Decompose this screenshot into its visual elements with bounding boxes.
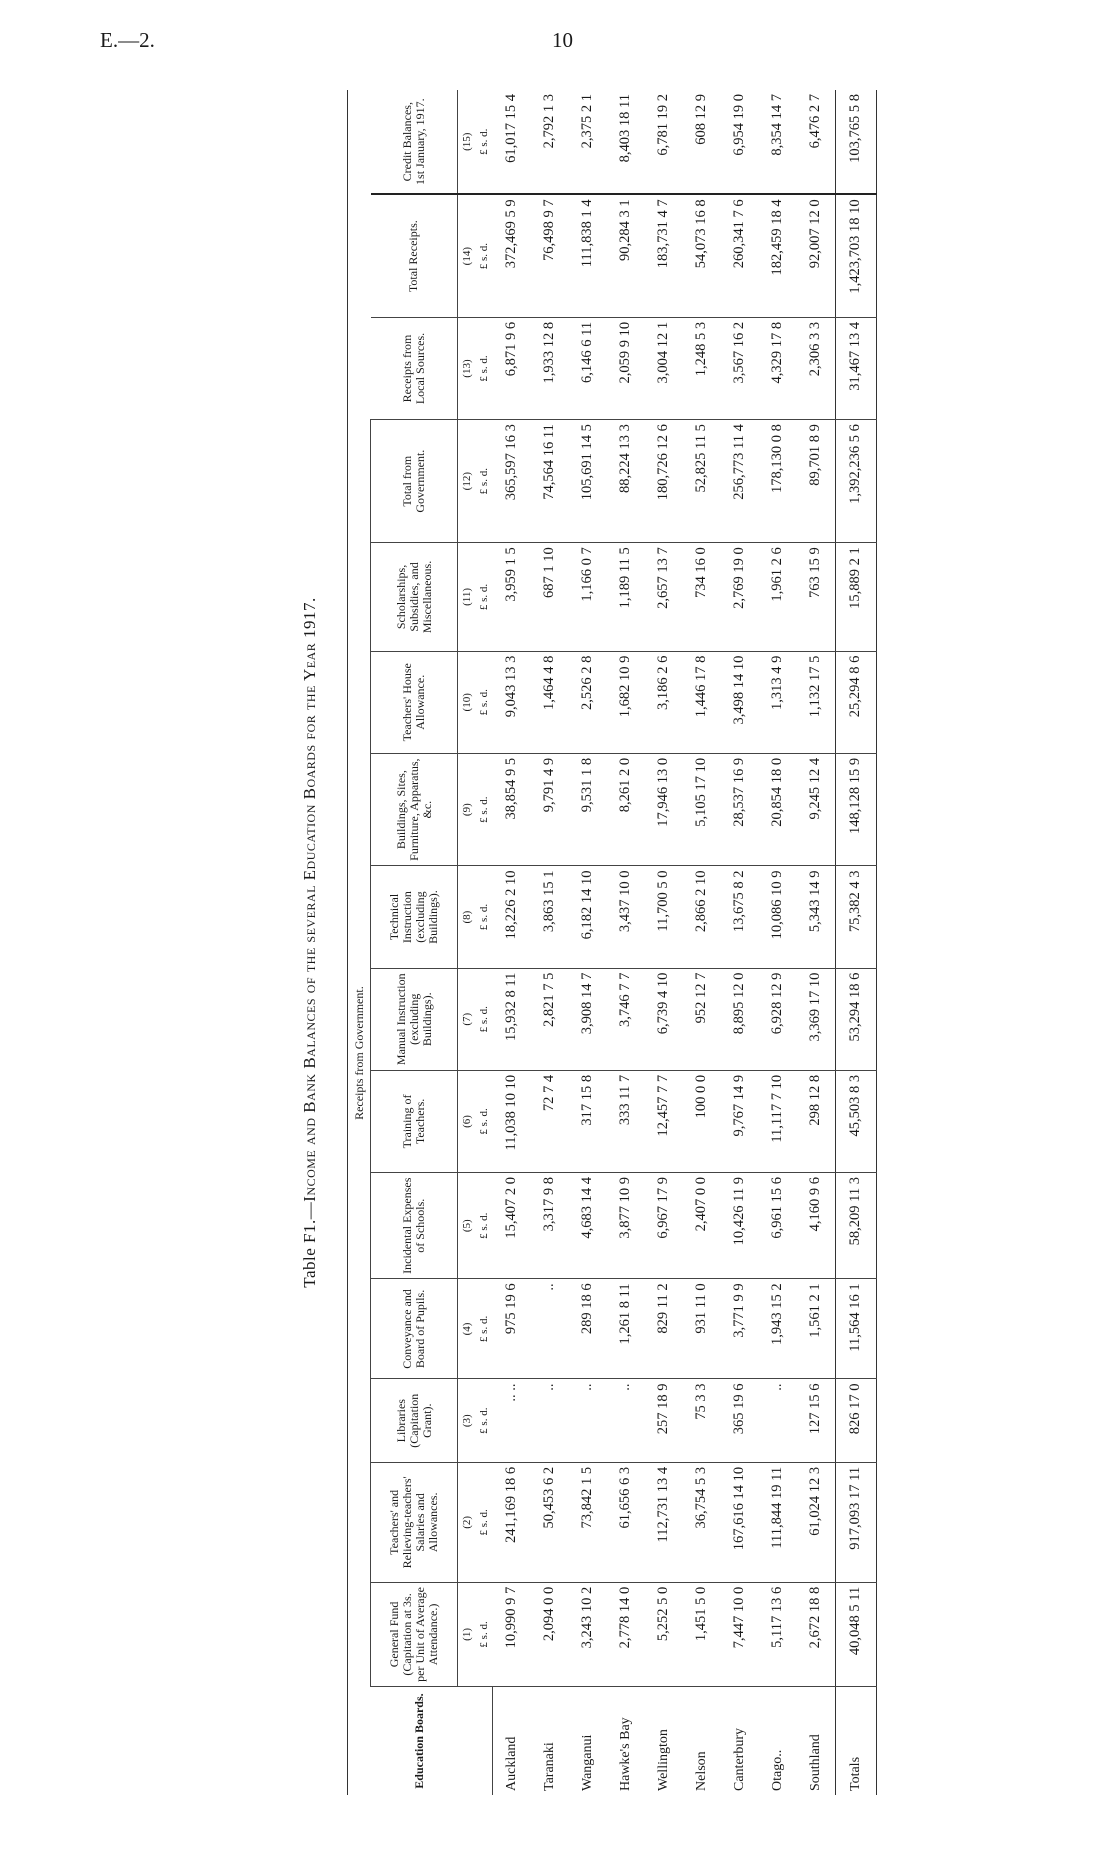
amount-cell: 829 11 2 bbox=[645, 1279, 683, 1379]
income-balances-table bbox=[347, 90, 877, 1795]
column-header-row bbox=[371, 90, 458, 1795]
amount-cell: 3,863 15 1 bbox=[531, 866, 569, 968]
amount-cell: 92,007 12 0 bbox=[797, 194, 836, 317]
amount-cell: 103,765 5 8 bbox=[835, 90, 876, 194]
amount-cell: 75 3 3 bbox=[683, 1379, 721, 1462]
amount-cell: 148,128 15 9 bbox=[835, 753, 876, 866]
amount-cell: 5,343 14 9 bbox=[797, 866, 836, 968]
amount-cell: 2,094 0 0 bbox=[531, 1582, 569, 1686]
table-row bbox=[797, 90, 836, 1795]
amount-cell: 61,024 12 3 bbox=[797, 1462, 836, 1582]
amount-cell: 1,189 11 5 bbox=[607, 543, 645, 651]
unit-label: £ s. d. bbox=[476, 1070, 492, 1172]
amount-cell: 9,791 4 9 bbox=[531, 753, 569, 866]
amount-cell: 74,564 16 11 bbox=[531, 420, 569, 543]
amount-cell: 734 16 0 bbox=[683, 543, 721, 651]
amount-cell: 73,842 1 5 bbox=[569, 1462, 607, 1582]
column-number-11: (11) bbox=[458, 543, 477, 651]
amount-cell: 9,245 12 4 bbox=[797, 753, 836, 866]
amount-cell: 100 0 0 bbox=[683, 1070, 721, 1172]
amount-cell: 182,459 18 4 bbox=[759, 194, 797, 317]
amount-cell: 5,105 17 10 bbox=[683, 753, 721, 866]
amount-cell: 3,567 16 2 bbox=[721, 317, 759, 419]
totals-label: Totals bbox=[835, 1687, 876, 1795]
amount-cell: 6,146 6 11 bbox=[569, 317, 607, 419]
amount-cell: 826 17 0 bbox=[835, 1379, 876, 1462]
column-header-1: General Fund (Capitation at 3s. per Unit of Average Attendance.) bbox=[371, 1582, 458, 1686]
table-row bbox=[531, 90, 569, 1795]
column-number-10: (10) bbox=[458, 651, 477, 753]
amount-cell: 9,043 13 3 bbox=[492, 651, 531, 753]
amount-cell: 3,317 9 8 bbox=[531, 1173, 569, 1279]
amount-cell: 61,017 15 4 bbox=[492, 90, 531, 194]
amount-cell: 6,476 2 7 bbox=[797, 90, 836, 194]
amount-cell: 54,073 16 8 bbox=[683, 194, 721, 317]
amount-cell: 1,451 5 0 bbox=[683, 1582, 721, 1686]
amount-cell: 8,403 18 11 bbox=[607, 90, 645, 194]
amount-cell: 1,933 12 8 bbox=[531, 317, 569, 419]
column-header-5: Incidental Expenses of Schools. bbox=[371, 1173, 458, 1279]
amount-cell: 28,537 16 9 bbox=[721, 753, 759, 866]
column-number-row bbox=[458, 90, 477, 1795]
amount-cell: 31,467 13 4 bbox=[835, 317, 876, 419]
column-header-14: Total Receipts. bbox=[371, 194, 458, 317]
board-name: Southland bbox=[807, 1734, 823, 1791]
amount-cell: 952 12 7 bbox=[683, 968, 721, 1070]
amount-cell: 6,967 17 9 bbox=[645, 1173, 683, 1279]
amount-cell: 5,117 13 6 bbox=[759, 1582, 797, 1686]
table-title-main: Income and Bank Balances of the several Education Boards for the Year 1917. bbox=[300, 597, 319, 1202]
amount-cell: 17,946 13 0 bbox=[645, 753, 683, 866]
table-title-prefix: Table F1.— bbox=[300, 1201, 319, 1288]
column-header-10: Teachers' House Allowance. bbox=[371, 651, 458, 753]
unit-label: £ s. d. bbox=[476, 317, 492, 419]
table-row bbox=[683, 90, 721, 1795]
amount-cell: 53,294 18 6 bbox=[835, 968, 876, 1070]
table-row bbox=[721, 90, 759, 1795]
amount-cell: 365,597 16 3 bbox=[492, 420, 531, 543]
amount-cell: .. bbox=[531, 1279, 569, 1379]
rotated-table-block bbox=[300, 90, 863, 1795]
amount-cell: 3,746 7 7 bbox=[607, 968, 645, 1070]
amount-cell: 7,447 10 0 bbox=[721, 1582, 759, 1686]
amount-cell: 36,754 5 3 bbox=[683, 1462, 721, 1582]
board-name: Taranaki bbox=[541, 1742, 557, 1791]
amount-cell: 2,526 2 8 bbox=[569, 651, 607, 753]
board-name: Wellington bbox=[655, 1729, 671, 1791]
amount-cell: 50,453 6 2 bbox=[531, 1462, 569, 1582]
board-name: Auckland bbox=[503, 1736, 519, 1791]
amount-cell: 6,954 19 0 bbox=[721, 90, 759, 194]
amount-cell: 111,844 19 11 bbox=[759, 1462, 797, 1582]
amount-cell: 89,701 8 9 bbox=[797, 420, 836, 543]
amount-cell: 4,329 17 8 bbox=[759, 317, 797, 419]
board-name: Hawke's Bay bbox=[617, 1717, 633, 1791]
unit-label: £ s. d. bbox=[476, 1379, 492, 1462]
amount-cell: 90,284 3 1 bbox=[607, 194, 645, 317]
column-header-13: Receipts from Local Sources. bbox=[371, 317, 458, 419]
amount-cell: 1,261 8 11 bbox=[607, 1279, 645, 1379]
column-number-8: (8) bbox=[458, 866, 477, 968]
unit-row bbox=[476, 90, 492, 1795]
amount-cell: 2,866 2 10 bbox=[683, 866, 721, 968]
amount-cell: 1,392,236 5 6 bbox=[835, 420, 876, 543]
unit-label: £ s. d. bbox=[476, 1173, 492, 1279]
amount-cell: 608 12 9 bbox=[683, 90, 721, 194]
table-row bbox=[607, 90, 645, 1795]
amount-cell: 2,778 14 0 bbox=[607, 1582, 645, 1686]
amount-cell: 178,130 0 8 bbox=[759, 420, 797, 543]
amount-cell: 52,825 11 5 bbox=[683, 420, 721, 543]
unit-label: £ s. d. bbox=[476, 420, 492, 543]
amount-cell: 183,731 4 7 bbox=[645, 194, 683, 317]
amount-cell: 9,531 1 8 bbox=[569, 753, 607, 866]
amount-cell: 4,160 9 6 bbox=[797, 1173, 836, 1279]
page-number: 10 bbox=[552, 28, 573, 52]
amount-cell: 975 19 6 bbox=[492, 1279, 531, 1379]
table-title bbox=[300, 90, 320, 1795]
amount-cell: 18,226 2 10 bbox=[492, 866, 531, 968]
amount-cell: 5,252 5 0 bbox=[645, 1582, 683, 1686]
column-header-6: Training of Teachers. bbox=[371, 1070, 458, 1172]
amount-cell: 15,932 8 11 bbox=[492, 968, 531, 1070]
amount-cell: 1,423,703 18 10 bbox=[835, 194, 876, 317]
unit-label: £ s. d. bbox=[476, 753, 492, 866]
unit-label: £ s. d. bbox=[476, 866, 492, 968]
amount-cell: 12,457 7 7 bbox=[645, 1070, 683, 1172]
amount-cell: 111,838 1 4 bbox=[569, 194, 607, 317]
table-row bbox=[569, 90, 607, 1795]
amount-cell: 3,908 14 7 bbox=[569, 968, 607, 1070]
amount-cell: 9,767 14 9 bbox=[721, 1070, 759, 1172]
document-code: E.—2. bbox=[100, 28, 155, 52]
table-row bbox=[645, 90, 683, 1795]
column-header-15: Credit Balances, 1st January, 1917. bbox=[371, 90, 458, 194]
column-number-14: (14) bbox=[458, 194, 477, 317]
column-header-4: Conveyance and Board of Pupils. bbox=[371, 1279, 458, 1379]
amount-cell: 917,093 17 11 bbox=[835, 1462, 876, 1582]
amount-cell: 763 15 9 bbox=[797, 543, 836, 651]
amount-cell: 2,306 3 3 bbox=[797, 317, 836, 419]
amount-cell: 260,341 7 6 bbox=[721, 194, 759, 317]
amount-cell: 6,739 4 10 bbox=[645, 968, 683, 1070]
amount-cell: .. .. bbox=[492, 1379, 531, 1462]
amount-cell: 75,382 4 3 bbox=[835, 866, 876, 968]
amount-cell: 2,375 2 1 bbox=[569, 90, 607, 194]
amount-cell: 1,248 5 3 bbox=[683, 317, 721, 419]
amount-cell: 61,656 6 3 bbox=[607, 1462, 645, 1582]
amount-cell: 25,294 8 6 bbox=[835, 651, 876, 753]
amount-cell: 3,369 17 10 bbox=[797, 968, 836, 1070]
amount-cell: 6,871 9 6 bbox=[492, 317, 531, 419]
government-receipts-group-header: Receipts from Government. bbox=[348, 420, 371, 1687]
amount-cell: 72 7 4 bbox=[531, 1070, 569, 1172]
unit-label: £ s. d. bbox=[476, 968, 492, 1070]
table-row bbox=[492, 90, 531, 1795]
board-name: Wanganui bbox=[579, 1734, 595, 1791]
unit-label: £ s. d. bbox=[476, 1582, 492, 1686]
amount-cell: 11,564 16 1 bbox=[835, 1279, 876, 1379]
amount-cell: 3,877 10 9 bbox=[607, 1173, 645, 1279]
totals-row bbox=[835, 90, 876, 1795]
column-header-3: Libraries (Capitation Grant). bbox=[371, 1379, 458, 1462]
amount-cell: 931 11 0 bbox=[683, 1279, 721, 1379]
amount-cell: 1,561 2 1 bbox=[797, 1279, 836, 1379]
amount-cell: 3,186 2 6 bbox=[645, 651, 683, 753]
amount-cell: 11,700 5 0 bbox=[645, 866, 683, 968]
board-column-header: Education Boards. bbox=[348, 1687, 493, 1795]
amount-cell: 687 1 10 bbox=[531, 543, 569, 651]
amount-cell: 4,683 14 4 bbox=[569, 1173, 607, 1279]
unit-label: £ s. d. bbox=[476, 651, 492, 753]
amount-cell: 8,354 14 7 bbox=[759, 90, 797, 194]
table-row bbox=[759, 90, 797, 1795]
amount-cell: 13,675 8 2 bbox=[721, 866, 759, 968]
board-name: Canterbury bbox=[731, 1728, 747, 1791]
amount-cell: 317 15 8 bbox=[569, 1070, 607, 1172]
column-header-7: Manual Instruction (excluding Buildings). bbox=[371, 968, 458, 1070]
amount-cell: 2,672 18 8 bbox=[797, 1582, 836, 1686]
amount-cell: 2,407 0 0 bbox=[683, 1173, 721, 1279]
amount-cell: 333 11 7 bbox=[607, 1070, 645, 1172]
amount-cell: 1,961 2 6 bbox=[759, 543, 797, 651]
amount-cell: 2,769 19 0 bbox=[721, 543, 759, 651]
amount-cell: 15,889 2 1 bbox=[835, 543, 876, 651]
amount-cell: 3,498 14 10 bbox=[721, 651, 759, 753]
column-number-7: (7) bbox=[458, 968, 477, 1070]
column-number-9: (9) bbox=[458, 753, 477, 866]
board-name: Nelson bbox=[693, 1751, 709, 1791]
amount-cell: .. bbox=[607, 1379, 645, 1462]
amount-cell: 6,961 15 6 bbox=[759, 1173, 797, 1279]
amount-cell: 76,498 9 7 bbox=[531, 194, 569, 317]
column-number-15: (15) bbox=[458, 90, 477, 194]
amount-cell: 298 12 8 bbox=[797, 1070, 836, 1172]
amount-cell: 1,446 17 8 bbox=[683, 651, 721, 753]
amount-cell: 10,990 9 7 bbox=[492, 1582, 531, 1686]
amount-cell: 365 19 6 bbox=[721, 1379, 759, 1462]
amount-cell: 8,895 12 0 bbox=[721, 968, 759, 1070]
amount-cell: 1,132 17 5 bbox=[797, 651, 836, 753]
amount-cell: .. bbox=[569, 1379, 607, 1462]
column-number-12: (12) bbox=[458, 420, 477, 543]
column-header-2: Teachers' and Relieving-teachers' Salaries and Allowances. bbox=[371, 1462, 458, 1582]
column-number-13: (13) bbox=[458, 317, 477, 419]
amount-cell: 180,726 12 6 bbox=[645, 420, 683, 543]
column-header-9: Buildings, Sites, Furniture, Apparatus, &c. bbox=[371, 753, 458, 866]
amount-cell: 256,773 11 4 bbox=[721, 420, 759, 543]
amount-cell: 372,469 5 9 bbox=[492, 194, 531, 317]
amount-cell: 10,086 10 9 bbox=[759, 866, 797, 968]
amount-cell: 3,771 9 9 bbox=[721, 1279, 759, 1379]
amount-cell: 1,464 4 8 bbox=[531, 651, 569, 753]
amount-cell: 6,781 19 2 bbox=[645, 90, 683, 194]
amount-cell: 58,209 11 3 bbox=[835, 1173, 876, 1279]
amount-cell: 45,503 8 3 bbox=[835, 1070, 876, 1172]
amount-cell: 2,657 13 7 bbox=[645, 543, 683, 651]
amount-cell: 127 15 6 bbox=[797, 1379, 836, 1462]
amount-cell: 2,821 7 5 bbox=[531, 968, 569, 1070]
unit-label: £ s. d. bbox=[476, 194, 492, 317]
amount-cell: 3,437 10 0 bbox=[607, 866, 645, 968]
amount-cell: 105,691 14 5 bbox=[569, 420, 607, 543]
unit-label: £ s. d. bbox=[476, 90, 492, 194]
amount-cell: 3,004 12 1 bbox=[645, 317, 683, 419]
amount-cell: 1,943 15 2 bbox=[759, 1279, 797, 1379]
unit-label: £ s. d. bbox=[476, 543, 492, 651]
column-number-4: (4) bbox=[458, 1279, 477, 1379]
amount-cell: 257 18 9 bbox=[645, 1379, 683, 1462]
column-header-11: Scholarships, Subsidies, and Miscellaneous. bbox=[371, 543, 458, 651]
unit-label: £ s. d. bbox=[476, 1279, 492, 1379]
amount-cell: 11,038 10 10 bbox=[492, 1070, 531, 1172]
column-number-5: (5) bbox=[458, 1173, 477, 1279]
amount-cell: 167,616 14 10 bbox=[721, 1462, 759, 1582]
column-number-3: (3) bbox=[458, 1379, 477, 1462]
amount-cell: 2,792 1 3 bbox=[531, 90, 569, 194]
unit-label: £ s. d. bbox=[476, 1462, 492, 1582]
column-header-12: Total from Government. bbox=[371, 420, 458, 543]
amount-cell: 289 18 6 bbox=[569, 1279, 607, 1379]
amount-cell: 1,166 0 7 bbox=[569, 543, 607, 651]
table-body bbox=[492, 90, 876, 1795]
amount-cell: 2,059 9 10 bbox=[607, 317, 645, 419]
amount-cell: 6,928 12 9 bbox=[759, 968, 797, 1070]
column-number-2: (2) bbox=[458, 1462, 477, 1582]
amount-cell: 8,261 2 0 bbox=[607, 753, 645, 866]
amount-cell: 241,169 18 6 bbox=[492, 1462, 531, 1582]
column-number-6: (6) bbox=[458, 1070, 477, 1172]
amount-cell: 15,407 2 0 bbox=[492, 1173, 531, 1279]
amount-cell: 6,182 14 10 bbox=[569, 866, 607, 968]
amount-cell: 1,313 4 9 bbox=[759, 651, 797, 753]
amount-cell: 1,682 10 9 bbox=[607, 651, 645, 753]
amount-cell: 11,117 7 10 bbox=[759, 1070, 797, 1172]
amount-cell: 3,243 10 2 bbox=[569, 1582, 607, 1686]
column-header-8: Technical Instruction (excluding Buildings). bbox=[371, 866, 458, 968]
amount-cell: .. bbox=[759, 1379, 797, 1462]
amount-cell: 38,854 9 5 bbox=[492, 753, 531, 866]
board-name: Otago.. bbox=[769, 1749, 785, 1791]
amount-cell: .. bbox=[531, 1379, 569, 1462]
amount-cell: 20,854 18 0 bbox=[759, 753, 797, 866]
amount-cell: 88,224 13 3 bbox=[607, 420, 645, 543]
column-number-1: (1) bbox=[458, 1582, 477, 1686]
amount-cell: 10,426 11 9 bbox=[721, 1173, 759, 1279]
amount-cell: 112,731 13 4 bbox=[645, 1462, 683, 1582]
amount-cell: 40,048 5 11 bbox=[835, 1582, 876, 1686]
amount-cell: 3,959 1 5 bbox=[492, 543, 531, 651]
